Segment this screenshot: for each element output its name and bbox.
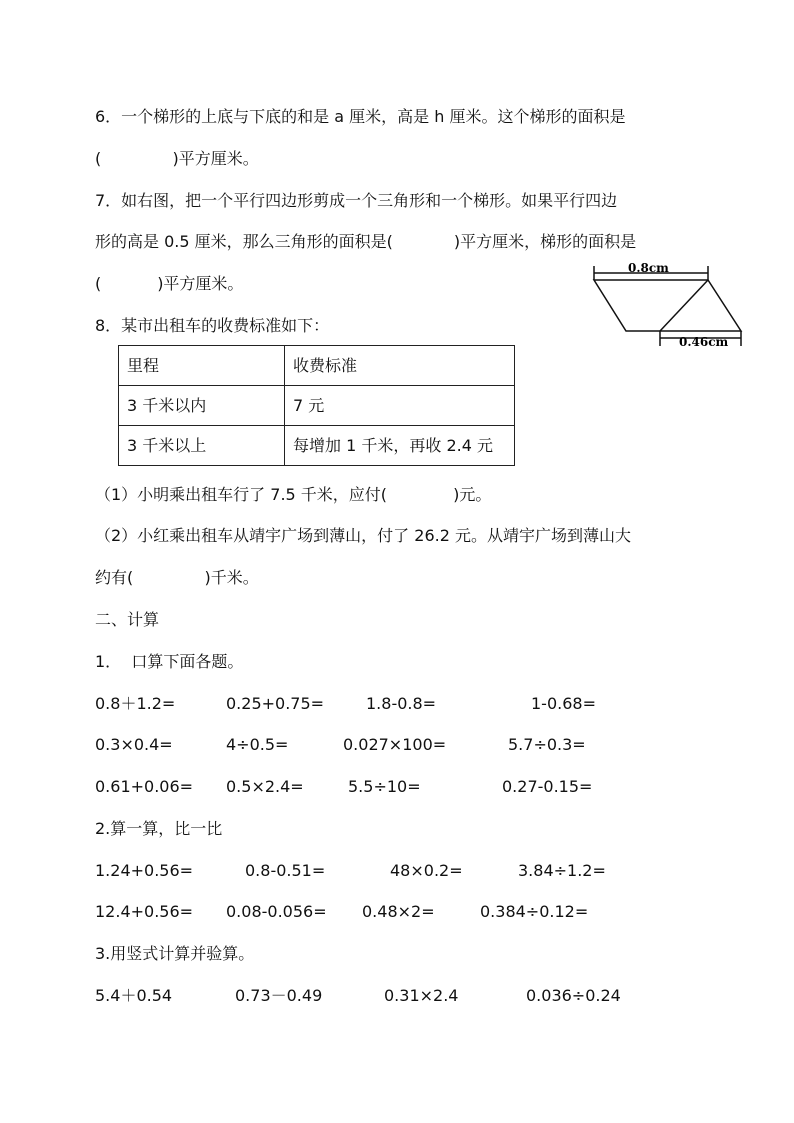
problem: 5.5÷10= xyxy=(348,777,421,796)
problem: 0.73－0.49 xyxy=(235,986,323,1005)
table-row xyxy=(119,426,515,466)
q7-line1: 7．如右图，把一个平行四边形剪成一个三角形和一个梯形。如果平行四边 xyxy=(95,191,618,210)
problem: 5.4＋0.54 xyxy=(95,986,173,1005)
table-cell: 3 千米以上 xyxy=(119,426,285,466)
fare-table xyxy=(118,345,515,466)
table-cell: 3 千米以内 xyxy=(119,386,285,426)
problem: 1.8-0.8= xyxy=(366,694,437,713)
q8-sub2-line1: （2）小红乘出租车从靖宇广场到薄山，付了 26.2 元。从靖宇广场到薄山大 xyxy=(95,526,631,545)
figure-top-label: 0.8cm xyxy=(628,261,669,275)
problem: 12.4+0.56= xyxy=(95,902,194,921)
q7-line2: 形的高是 0.5 厘米，那么三角形的面积是( )平方厘米，梯形的面积是 xyxy=(95,232,637,251)
parallelogram-figure xyxy=(588,258,748,350)
problem: 0.31×2.4 xyxy=(384,986,459,1005)
problem: 4÷0.5= xyxy=(226,735,289,754)
section-title: 二、计算 xyxy=(95,610,160,629)
problem: 0.8-0.51= xyxy=(245,861,326,880)
part2-title: 2.算一算，比一比 xyxy=(95,819,223,838)
q8-title: 8．某市出租车的收费标准如下： xyxy=(95,316,330,335)
problem: 0.8＋1.2= xyxy=(95,694,176,713)
table-cell: 收费标准 xyxy=(285,346,515,386)
q8-sub1: （1）小明乘出租车行了 7.5 千米，应付( )元。 xyxy=(95,485,492,504)
table-row xyxy=(119,386,515,426)
problem: 1-0.68= xyxy=(531,694,596,713)
problem: 0.3×0.4= xyxy=(95,735,173,754)
part3-title: 3.用竖式计算并验算。 xyxy=(95,944,255,963)
table-row xyxy=(119,346,515,386)
q6-line1: 6．一个梯形的上底与下底的和是 a 厘米，高是 h 厘米。这个梯形的面积是 xyxy=(95,107,626,126)
problem: 3.84÷1.2= xyxy=(518,861,606,880)
part1-title: 1． 口算下面各题。 xyxy=(95,652,244,671)
problem: 0.08-0.056= xyxy=(226,902,327,921)
problem: 48×0.2= xyxy=(390,861,463,880)
problem: 0.5×2.4= xyxy=(226,777,304,796)
figure-bottom-label: 0.46cm xyxy=(679,335,729,349)
problem: 0.27-0.15= xyxy=(502,777,593,796)
q7-line3: ( )平方厘米。 xyxy=(95,274,244,293)
q8-sub2-line2: 约有( )千米。 xyxy=(95,568,259,587)
problem: 0.036÷0.24 xyxy=(526,986,621,1005)
problem: 0.61+0.06= xyxy=(95,777,194,796)
problem: 0.48×2= xyxy=(362,902,435,921)
problem: 0.027×100= xyxy=(343,735,447,754)
problem: 0.384÷0.12= xyxy=(480,902,589,921)
q6-line2: ( )平方厘米。 xyxy=(95,149,259,168)
table-cell: 7 元 xyxy=(285,386,515,426)
problem: 5.7÷0.3= xyxy=(508,735,586,754)
problem: 1.24+0.56= xyxy=(95,861,194,880)
table-cell: 里程 xyxy=(119,346,285,386)
problem: 0.25+0.75= xyxy=(226,694,325,713)
table-cell: 每增加 1 千米，再收 2.4 元 xyxy=(285,426,515,466)
